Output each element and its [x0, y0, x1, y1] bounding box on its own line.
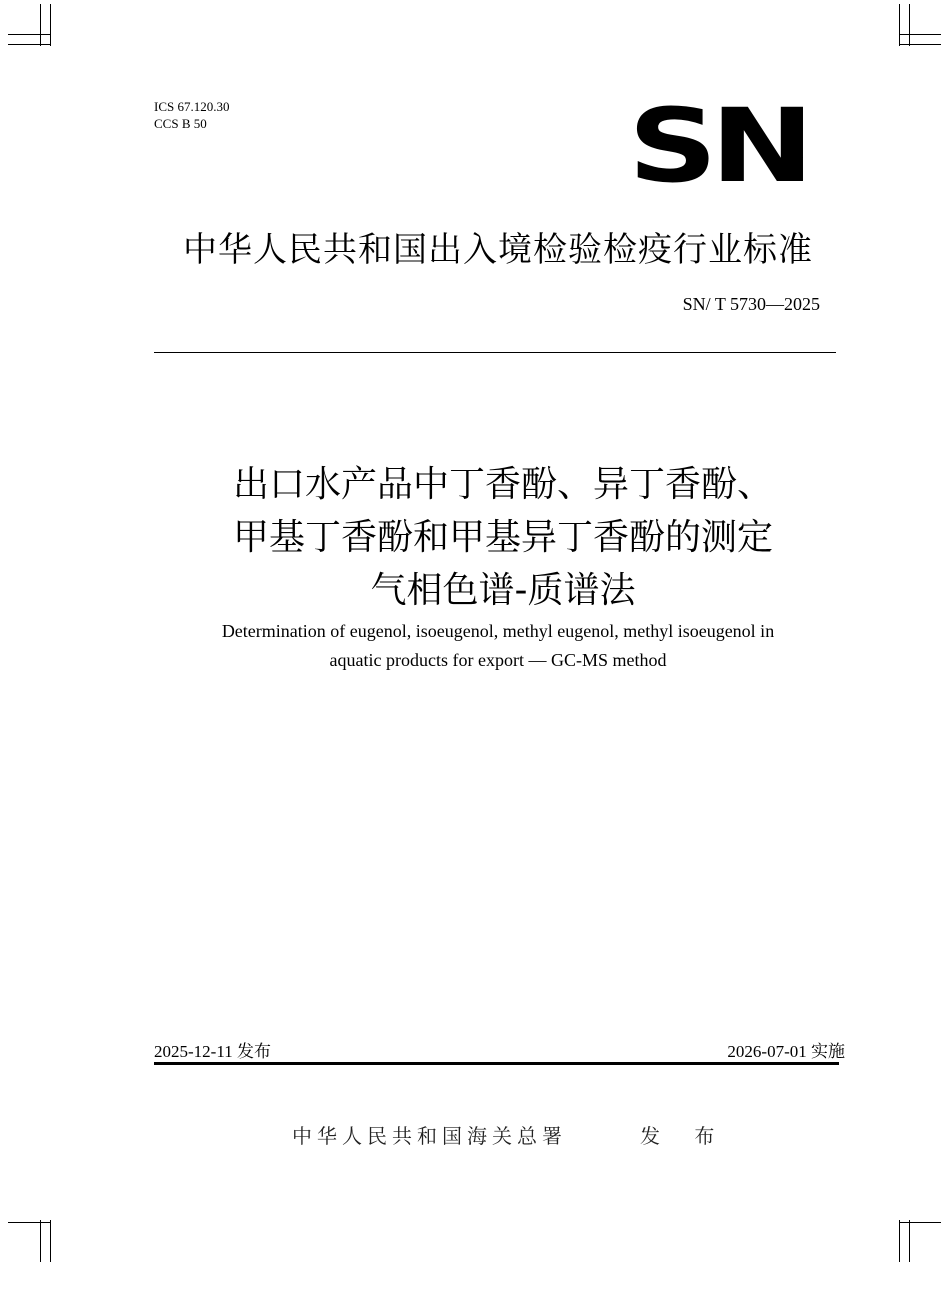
- classification-codes: [154, 98, 229, 132]
- ccs-code: CCS B 50: [154, 116, 207, 131]
- issue-date: 2025-12-11 发布: [154, 1042, 271, 1061]
- chinese-title-line-3: 气相色谱-质谱法: [370, 570, 636, 611]
- footer-divider: [154, 1062, 839, 1065]
- implementation-date: 2026-07-01 实施: [727, 1042, 845, 1061]
- english-title: [0, 617, 950, 675]
- chinese-title: [0, 458, 950, 617]
- sn-logo: SN: [628, 87, 808, 206]
- standard-category-title: 中华人民共和国出入境检验检疫行业标准: [183, 230, 813, 270]
- standard-number: SN/ T 5730—2025: [682, 294, 820, 314]
- ics-code: ICS 67.120.30: [154, 99, 230, 114]
- english-title-line-1: Determination of eugenol, isoeugenol, methyl eugenol, methyl isoeugenol in: [221, 621, 775, 641]
- chinese-title-line-2: 甲基丁香酚和甲基异丁香酚的测定: [232, 517, 773, 558]
- english-title-line-2: aquatic products for export — GC-MS method: [329, 650, 667, 670]
- publisher-name: 中华人民共和国海关总署: [292, 1126, 567, 1148]
- chinese-title-line-1: 出口水产品中丁香酚、异丁香酚、: [232, 464, 773, 505]
- publish-label: 发 布: [640, 1124, 729, 1148]
- header-divider: [154, 352, 836, 353]
